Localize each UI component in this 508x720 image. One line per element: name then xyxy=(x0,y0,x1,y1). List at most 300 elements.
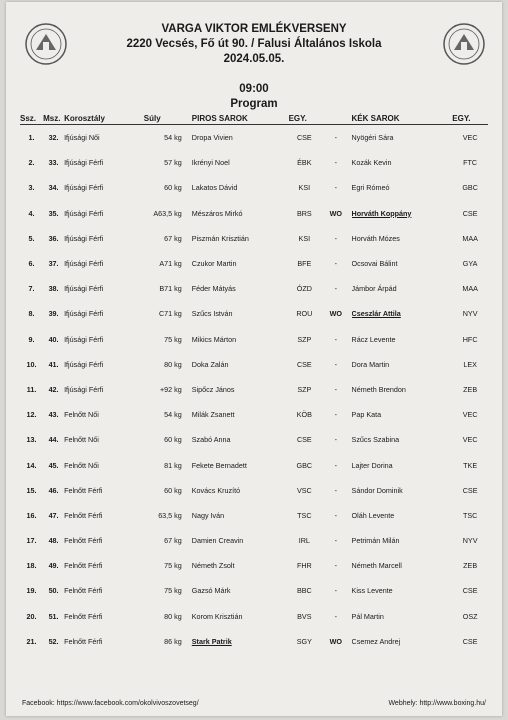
match-number xyxy=(43,301,64,326)
match-number xyxy=(43,377,64,402)
result-mark xyxy=(320,175,351,200)
red-corner-club xyxy=(289,452,320,477)
age-category xyxy=(64,402,144,427)
table-row xyxy=(20,604,488,629)
age-category-text: Felnőtt Férfi xyxy=(64,510,103,520)
weight-class xyxy=(144,629,186,654)
red-corner-name xyxy=(186,175,289,200)
result-mark xyxy=(320,352,351,377)
bout-number xyxy=(20,301,43,326)
weight-class-text: A71 kg xyxy=(159,259,182,269)
red-corner-name xyxy=(186,629,289,654)
result-mark-text: - xyxy=(334,460,337,470)
result-mark-text: - xyxy=(334,586,337,596)
red-corner-club xyxy=(289,427,320,452)
result-mark-text: - xyxy=(334,284,337,294)
red-corner-name-text: Németh Zsolt xyxy=(191,561,235,571)
bout-number xyxy=(20,427,43,452)
blue-corner-club-text: LEX xyxy=(463,359,477,369)
match-number-text: 32. xyxy=(48,133,59,143)
bout-number-text: 7. xyxy=(28,284,35,294)
bout-number xyxy=(20,327,43,352)
red-corner-name-text: Dropa Vivien xyxy=(191,133,233,143)
table-row xyxy=(20,125,488,151)
red-corner-name-text: Szabó Anna xyxy=(191,435,231,445)
table-row xyxy=(20,427,488,452)
match-number-text: 40. xyxy=(48,334,59,344)
bout-number-text: 20. xyxy=(26,611,37,621)
bout-number-text: 13. xyxy=(26,435,37,445)
table-row xyxy=(20,352,488,377)
bout-number xyxy=(20,226,43,251)
blue-corner-name-text: Horváth Mózes xyxy=(351,233,400,243)
bout-number-text: 19. xyxy=(26,586,37,596)
result-mark xyxy=(320,427,351,452)
red-corner-name xyxy=(186,327,289,352)
result-mark-text: WO xyxy=(329,208,342,218)
red-corner-name xyxy=(186,604,289,629)
blue-corner-name xyxy=(352,377,453,402)
result-mark-text: WO xyxy=(329,309,342,319)
weight-class-text: 60 kg xyxy=(164,183,182,193)
age-category-text: Ifjúsági Férfi xyxy=(64,233,104,243)
red-corner-club xyxy=(289,276,320,301)
match-number-text: 51. xyxy=(48,611,59,621)
blue-corner-name xyxy=(352,276,453,301)
table-row xyxy=(20,503,488,528)
weight-class xyxy=(144,578,186,603)
match-number-text: 42. xyxy=(48,384,59,394)
blue-corner-name xyxy=(352,452,453,477)
blue-corner-name xyxy=(352,125,453,151)
blue-corner-name-text: Nyögéri Sára xyxy=(351,133,394,143)
age-category xyxy=(64,150,144,175)
result-mark-text: - xyxy=(334,536,337,546)
match-number xyxy=(43,578,64,603)
age-category-text: Ifjúsági Férfi xyxy=(64,284,104,294)
red-corner-club-text: CSE xyxy=(296,435,312,445)
match-number-text: 39. xyxy=(48,309,59,319)
weight-class-text: 75 kg xyxy=(164,561,182,571)
blue-corner-name-text: Rácz Levente xyxy=(351,334,396,344)
bout-number-text: 14. xyxy=(26,460,37,470)
result-mark-text: WO xyxy=(329,636,342,646)
age-category xyxy=(64,327,144,352)
red-corner-name xyxy=(186,201,289,226)
weight-class-text: 80 kg xyxy=(164,359,182,369)
blue-corner-club xyxy=(452,125,488,151)
red-corner-name xyxy=(186,251,289,276)
program-table xyxy=(20,112,488,654)
bout-number-text: 17. xyxy=(26,536,37,546)
weight-class-text: 54 kg xyxy=(164,410,182,420)
blue-corner-club-text: CSE xyxy=(462,636,478,646)
blue-corner-club xyxy=(452,251,488,276)
result-mark-text: - xyxy=(334,334,337,344)
blue-corner-club-text: GYA xyxy=(462,259,478,269)
age-category xyxy=(64,478,144,503)
result-mark xyxy=(320,528,351,553)
blue-corner-club-text: MAA xyxy=(462,233,478,243)
red-corner-club xyxy=(289,578,320,603)
bout-number-text: 16. xyxy=(26,510,37,520)
red-corner-name xyxy=(186,125,289,151)
weight-class xyxy=(144,503,186,528)
blue-corner-name-text: Oláh Levente xyxy=(351,510,395,520)
blue-corner-club xyxy=(452,327,488,352)
match-number-text: 35. xyxy=(48,208,59,218)
blue-corner-club xyxy=(452,402,488,427)
header-piros-sarok: PIROS SAROK xyxy=(186,112,289,125)
blue-corner-name xyxy=(352,578,453,603)
result-mark-text: - xyxy=(334,384,337,394)
weight-class-text: C71 kg xyxy=(158,309,182,319)
result-mark-text: - xyxy=(334,183,337,193)
table-row xyxy=(20,251,488,276)
weight-class-text: B71 kg xyxy=(159,284,182,294)
result-mark xyxy=(320,226,351,251)
blue-corner-name-text: Ocsovai Bálint xyxy=(351,259,398,269)
table-row xyxy=(20,201,488,226)
age-category xyxy=(64,175,144,200)
program-time-block xyxy=(6,82,502,112)
red-corner-club-text: SGY xyxy=(296,636,312,646)
age-category xyxy=(64,352,144,377)
blue-corner-club xyxy=(452,528,488,553)
match-number xyxy=(43,427,64,452)
match-number xyxy=(43,402,64,427)
match-number xyxy=(43,150,64,175)
age-category-text: Felnőtt Férfi xyxy=(64,586,103,596)
red-corner-club-text: ÓZD xyxy=(296,284,312,294)
blue-corner-club-text: OSZ xyxy=(462,611,478,621)
blue-corner-name-text: Jámbor Árpád xyxy=(351,284,397,294)
red-corner-club-text: CSE xyxy=(296,133,312,143)
age-category xyxy=(64,528,144,553)
red-corner-name xyxy=(186,377,289,402)
result-mark-text: - xyxy=(334,410,337,420)
age-category xyxy=(64,276,144,301)
blue-corner-club-text: NYV xyxy=(462,536,478,546)
red-corner-club xyxy=(289,125,320,151)
result-mark-text: - xyxy=(334,561,337,571)
weight-class-text: 86 kg xyxy=(164,636,182,646)
age-category-text: Felnőtt Női xyxy=(64,460,99,470)
table-row xyxy=(20,276,488,301)
red-corner-club-text: IRL xyxy=(298,536,310,546)
bout-number xyxy=(20,503,43,528)
age-category xyxy=(64,377,144,402)
match-number xyxy=(43,528,64,553)
blue-corner-name-text: Szűcs Szabina xyxy=(351,435,400,445)
red-corner-club-text: KÖB xyxy=(296,410,312,420)
result-mark xyxy=(320,478,351,503)
result-mark xyxy=(320,251,351,276)
weight-class xyxy=(144,553,186,578)
match-number xyxy=(43,452,64,477)
red-corner-name xyxy=(186,402,289,427)
result-mark-text: - xyxy=(334,259,337,269)
start-time: 09:00 xyxy=(239,83,269,95)
result-mark xyxy=(320,125,351,151)
blue-corner-club xyxy=(452,301,488,326)
blue-corner-club-text: VEC xyxy=(462,410,478,420)
blue-corner-club-text: NYV xyxy=(462,309,478,319)
bout-number-text: 15. xyxy=(26,485,37,495)
red-corner-club-text: KSI xyxy=(298,233,311,243)
match-number xyxy=(43,175,64,200)
blue-corner-club-text: GBC xyxy=(462,183,478,193)
weight-class xyxy=(144,604,186,629)
match-number xyxy=(43,201,64,226)
bout-number xyxy=(20,251,43,276)
red-corner-name-text: Piszmán Krisztián xyxy=(191,233,249,243)
age-category-text: Ifjúsági Férfi xyxy=(64,334,104,344)
weight-class-text: 75 kg xyxy=(164,334,182,344)
blue-corner-name-text: Németh Marcell xyxy=(351,561,402,571)
weight-class xyxy=(144,452,186,477)
bout-number xyxy=(20,352,43,377)
bout-number-text: 12. xyxy=(26,410,37,420)
bout-number-text: 8. xyxy=(28,309,35,319)
match-number-text: 45. xyxy=(48,460,59,470)
blue-corner-name xyxy=(352,528,453,553)
website-link[interactable]: Webhely: http://www.boxing.hu/ xyxy=(388,700,486,707)
weight-class xyxy=(144,301,186,326)
blue-corner-name xyxy=(352,301,453,326)
bout-number xyxy=(20,604,43,629)
blue-corner-club-text: VEC xyxy=(462,133,478,143)
bout-number xyxy=(20,452,43,477)
result-mark xyxy=(320,327,351,352)
red-corner-club-text: TSC xyxy=(297,510,312,520)
bout-number xyxy=(20,402,43,427)
red-corner-name-text: Ikrényi Noel xyxy=(191,158,230,168)
weight-class-text: A63,5 kg xyxy=(153,208,182,218)
red-corner-name-text: Korom Krisztián xyxy=(191,611,243,621)
age-category xyxy=(64,629,144,654)
blue-corner-club-text: CSE xyxy=(462,208,478,218)
bout-number-text: 6. xyxy=(28,259,35,269)
age-category-text: Ifjúsági Férfi xyxy=(64,259,104,269)
blue-corner-name xyxy=(352,402,453,427)
age-category-text: Ifjúsági Férfi xyxy=(64,183,104,193)
bout-number-text: 3. xyxy=(28,183,35,193)
age-category-text: Felnőtt Férfi xyxy=(64,485,103,495)
result-mark xyxy=(320,276,351,301)
table-row xyxy=(20,452,488,477)
blue-corner-name xyxy=(352,327,453,352)
blue-corner-name xyxy=(352,478,453,503)
result-mark-text: - xyxy=(334,359,337,369)
red-corner-name-text: Mészáros Mirkó xyxy=(191,208,243,218)
age-category xyxy=(64,452,144,477)
facebook-link[interactable]: Facebook: https://www.facebook.com/okolvivoszovetseg/ xyxy=(22,700,199,707)
result-mark xyxy=(320,604,351,629)
table-row xyxy=(20,327,488,352)
match-number xyxy=(43,478,64,503)
age-category xyxy=(64,604,144,629)
age-category xyxy=(64,251,144,276)
result-mark-text: - xyxy=(334,133,337,143)
bout-number-text: 9. xyxy=(28,334,35,344)
red-corner-club xyxy=(289,175,320,200)
red-corner-name xyxy=(186,301,289,326)
bout-number xyxy=(20,377,43,402)
weight-class xyxy=(144,125,186,151)
age-category-text: Felnőtt Férfi xyxy=(64,636,103,646)
blue-corner-name-text: Egri Rómeó xyxy=(351,183,390,193)
event-date: 2024.05.05. xyxy=(223,53,285,65)
red-corner-club xyxy=(289,150,320,175)
blue-corner-club xyxy=(452,553,488,578)
blue-corner-name-text: Lajter Dorina xyxy=(351,460,393,470)
red-corner-club xyxy=(289,226,320,251)
blue-corner-name-text: Kiss Levente xyxy=(351,586,393,596)
age-category xyxy=(64,201,144,226)
blue-corner-club-text: ZEB xyxy=(463,561,478,571)
result-mark xyxy=(320,150,351,175)
blue-corner-name-text: Kozák Kevin xyxy=(351,158,392,168)
bout-number-text: 2. xyxy=(28,158,35,168)
weight-class xyxy=(144,251,186,276)
header-egy-red: EGY. xyxy=(289,112,320,125)
match-number xyxy=(43,553,64,578)
weight-class xyxy=(144,427,186,452)
weight-class xyxy=(144,226,186,251)
blue-corner-name xyxy=(352,427,453,452)
header-korosztaly: Korosztály xyxy=(64,112,144,125)
red-corner-club xyxy=(289,528,320,553)
result-mark xyxy=(320,553,351,578)
match-number-text: 41. xyxy=(48,359,59,369)
match-number xyxy=(43,226,64,251)
red-corner-name xyxy=(186,427,289,452)
blue-corner-name-text: Németh Brendon xyxy=(351,384,406,394)
result-mark-text: - xyxy=(334,485,337,495)
bout-number xyxy=(20,276,43,301)
red-corner-club-text: BVS xyxy=(297,611,312,621)
red-corner-club xyxy=(289,251,320,276)
red-corner-name-text: Fekete Bernadett xyxy=(191,460,247,470)
header-msz: Msz. xyxy=(43,112,64,125)
match-number-text: 38. xyxy=(48,284,59,294)
table-row xyxy=(20,478,488,503)
weight-class xyxy=(144,327,186,352)
red-corner-name xyxy=(186,150,289,175)
match-number xyxy=(43,503,64,528)
table-row xyxy=(20,377,488,402)
age-category-text: Felnőtt Férfi xyxy=(64,536,103,546)
event-title: VARGA VIKTOR EMLÉKVERSENY xyxy=(161,23,347,35)
match-number xyxy=(43,125,64,151)
red-corner-name xyxy=(186,478,289,503)
match-number-text: 34. xyxy=(48,183,59,193)
blue-corner-club-text: ZEB xyxy=(463,384,478,394)
blue-corner-club xyxy=(452,175,488,200)
table-row xyxy=(20,175,488,200)
blue-corner-club-text: TSC xyxy=(462,510,478,520)
blue-corner-club-text: HFC xyxy=(462,334,478,344)
blue-corner-club xyxy=(452,226,488,251)
blue-corner-name xyxy=(352,251,453,276)
red-corner-club-text: KSI xyxy=(298,183,311,193)
header-kek-sarok: KÉK SAROK xyxy=(352,112,453,125)
result-mark xyxy=(320,503,351,528)
blue-corner-name xyxy=(352,629,453,654)
blue-corner-name-text: Cseszlár Attila xyxy=(351,309,401,319)
match-number xyxy=(43,276,64,301)
result-mark xyxy=(320,629,351,654)
red-corner-name xyxy=(186,528,289,553)
result-mark-text: - xyxy=(334,435,337,445)
age-category xyxy=(64,553,144,578)
red-corner-club-text: CSE xyxy=(296,359,312,369)
red-corner-name-text: Nagy Iván xyxy=(191,510,225,520)
blue-corner-club xyxy=(452,201,488,226)
program-sheet xyxy=(6,2,502,716)
table-row xyxy=(20,629,488,654)
age-category xyxy=(64,226,144,251)
weight-class xyxy=(144,175,186,200)
match-number xyxy=(43,327,64,352)
blue-corner-club xyxy=(452,352,488,377)
blue-corner-name-text: Horváth Koppány xyxy=(351,208,412,218)
blue-corner-name xyxy=(352,150,453,175)
match-number-text: 49. xyxy=(48,561,59,571)
red-corner-name-text: Gazsó Márk xyxy=(191,586,231,596)
red-corner-name xyxy=(186,352,289,377)
red-corner-club xyxy=(289,604,320,629)
match-number-text: 46. xyxy=(48,485,59,495)
bout-number xyxy=(20,578,43,603)
red-corner-name-text: Doka Zalán xyxy=(191,359,229,369)
result-mark xyxy=(320,201,351,226)
bout-number xyxy=(20,528,43,553)
header-egy-blue: EGY. xyxy=(452,112,488,125)
header-ssz: Ssz. xyxy=(20,112,43,125)
weight-class-text: 60 kg xyxy=(164,435,182,445)
weight-class-text: 57 kg xyxy=(164,158,182,168)
age-category xyxy=(64,503,144,528)
weight-class-text: 80 kg xyxy=(164,611,182,621)
blue-corner-name xyxy=(352,604,453,629)
red-corner-club xyxy=(289,301,320,326)
red-corner-name-text: Féder Mátyás xyxy=(191,284,236,294)
age-category xyxy=(64,427,144,452)
blue-corner-name-text: Sándor Dominik xyxy=(351,485,403,495)
result-mark xyxy=(320,301,351,326)
blue-corner-club-text: MAA xyxy=(462,284,478,294)
red-corner-name-text: Czukor Martin xyxy=(191,259,237,269)
table-header-row xyxy=(20,112,488,125)
weight-class xyxy=(144,377,186,402)
red-corner-club xyxy=(289,629,320,654)
weight-class-text: +92 kg xyxy=(159,384,182,394)
blue-corner-club-text: FTC xyxy=(463,158,478,168)
match-number-text: 37. xyxy=(48,259,59,269)
blue-corner-club xyxy=(452,629,488,654)
bout-number-text: 21. xyxy=(26,636,37,646)
blue-corner-club xyxy=(452,478,488,503)
red-corner-name-text: Szűcs István xyxy=(191,309,233,319)
match-number-text: 50. xyxy=(48,586,59,596)
blue-corner-name-text: Petrimán Milán xyxy=(351,536,400,546)
red-corner-club xyxy=(289,553,320,578)
red-corner-name-text: Kovács Kruzító xyxy=(191,485,241,495)
bout-number xyxy=(20,553,43,578)
bout-number-text: 11. xyxy=(26,384,37,394)
